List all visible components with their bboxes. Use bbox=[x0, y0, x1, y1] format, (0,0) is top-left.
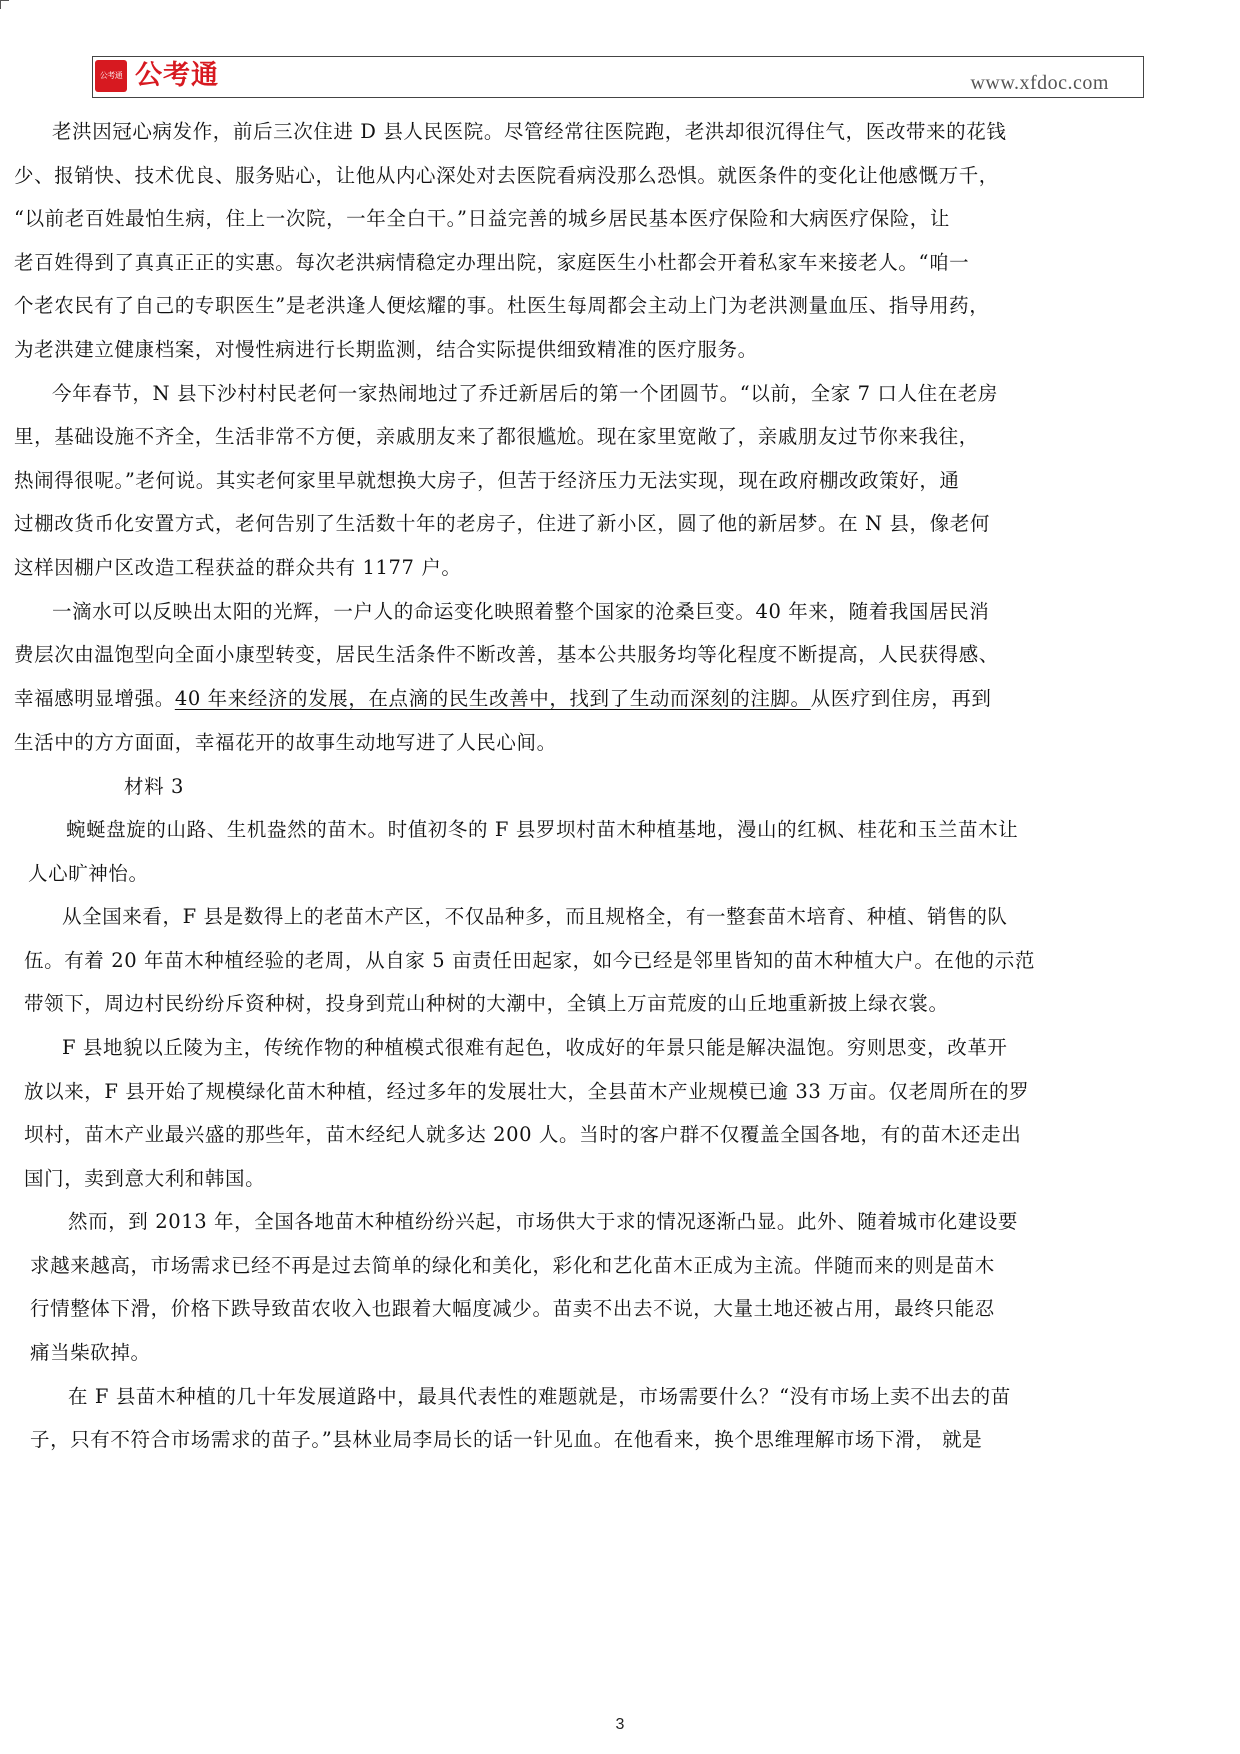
underlined-sentence: 40 年来经济的发展，在点滴的民生改善中，找到了生动而深刻的注脚。 bbox=[174, 687, 811, 710]
page-header bbox=[92, 56, 1144, 98]
text-line: 然而，到 2013 年，全国各地苗木种植纷纷兴起，市场供大于求的情况逐渐凸显。此外、随着城市化建设要 bbox=[68, 1210, 1019, 1233]
text-line: 过棚改货币化安置方式，老何告别了生活数十年的老房子，住进了新小区，圆了他的新居梦。在 N 县，像老何 bbox=[14, 512, 990, 535]
text-line: 国门，卖到意大利和韩国。 bbox=[24, 1167, 266, 1190]
text-line: 里，基础设施不齐全，生活非常不方便，亲戚朋友来了都很尴尬。现在家里宽敞了，亲戚朋友过节你来我往， bbox=[14, 425, 979, 448]
text-line: 求越来越高，市场需求已经不再是过去简单的绿化和美化，彩化和艺化苗木正成为主流。伴随而来的则是苗木 bbox=[30, 1254, 995, 1277]
text-line: 老百姓得到了真真正正的实惠。每次老洪病情稳定办理出院，家庭医生小杜都会开着私家车来接老人。“咱一 bbox=[14, 251, 970, 274]
text-line: 放以来，F 县开始了规模绿化苗木种植，经过多年的发展壮大，全县苗木产业规模已逾 33 万亩。仅老周所在的罗 bbox=[24, 1080, 1030, 1103]
text-line: 从全国来看，F 县是数得上的老苗木产区，不仅品种多，而且规格全，有一整套苗木培育、种植、销售的队 bbox=[62, 905, 1008, 928]
text-line: 费层次由温饱型向全面小康型转变，居民生活条件不断改善，基本公共服务均等化程度不断提高，人民获得感、 bbox=[14, 643, 999, 666]
brand-logo bbox=[95, 60, 219, 92]
text-line: 子，只有不符合市场需求的苗子。”县林业局李局长的话一针见血。在他看来，换个思维理解市场下滑， 就是 bbox=[30, 1428, 983, 1451]
page-number: 3 bbox=[615, 1716, 625, 1733]
text-line: 今年春节，N 县下沙村村民老何一家热闹地过了乔迁新居后的第一个团圆节。“以前，全家 7 口人住在老房 bbox=[52, 382, 999, 405]
text-segment: 从医疗到住房，再到 bbox=[810, 687, 992, 710]
logo-badge-icon: 公考通 bbox=[95, 60, 127, 92]
text-segment: 幸福感明显增强。 bbox=[14, 687, 175, 710]
text-line: 行情整体下滑，价格下跌导致苗农收入也跟着大幅度减少。苗卖不出去不说，大量土地还被占用，最终只能忍 bbox=[30, 1297, 995, 1320]
text-line: 伍。有着 20 年苗木种植经验的老周，从自家 5 亩责任田起家，如今已经是邻里皆知的苗木种植大户。在他的示范 bbox=[24, 949, 1035, 972]
section-heading: 材料 3 bbox=[124, 775, 185, 798]
text-line: 人心旷神怡。 bbox=[28, 862, 149, 885]
text-line: 蜿蜒盘旋的山路、生机盎然的苗木。时值初冬的 F 县罗坝村苗木种植基地，漫山的红枫、桂花和玉兰苗木让 bbox=[66, 818, 1019, 841]
text-line: 老洪因冠心病发作，前后三次住进 D 县人民医院。尽管经常往医院跑，老洪却很沉得住气，医改带来的花钱 bbox=[52, 120, 1007, 143]
text-line: 个老农民有了自己的专职医生”是老洪逢人便炫耀的事。杜医生每周都会主动上门为老洪测量血压、指导用药， bbox=[14, 294, 990, 317]
text-line: “以前老百姓最怕生病，住上一次院，一年全白干。”日益完善的城乡居民基本医疗保险和大病医疗保险，让 bbox=[14, 207, 950, 230]
text-line-with-underline bbox=[14, 685, 992, 713]
text-line: 生活中的方方面面，幸福花开的故事生动地写进了人民心间。 bbox=[14, 731, 557, 754]
logo-text: 公考通 bbox=[135, 60, 219, 91]
text-line: 为老洪建立健康档案，对慢性病进行长期监测，结合实际提供细致精准的医疗服务。 bbox=[14, 338, 758, 361]
text-line: 一滴水可以反映出太阳的光辉，一户人的命运变化映照着整个国家的沧桑巨变。40 年来，随着我国居民消 bbox=[52, 600, 990, 623]
text-line: 少、报销快、技术优良、服务贴心，让他从内心深处对去医院看病没那么恐惧。就医条件的变化让他感慨万千， bbox=[14, 164, 999, 187]
text-line: 带领下，周边村民纷纷斥资种树，投身到荒山种树的大潮中，全镇上万亩荒废的山丘地重新披上绿衣裳。 bbox=[24, 992, 949, 1015]
text-line: 这样因棚户区改造工程获益的群众共有 1177 户。 bbox=[14, 556, 462, 579]
text-line: F 县地貌以丘陵为主，传统作物的种植模式很难有起色，收成好的年景只能是解决温饱。穷则思变，改革开 bbox=[62, 1036, 1008, 1059]
text-line: 坝村，苗木产业最兴盛的那些年，苗木经纪人就多达 200 人。当时的客户群不仅覆盖全国各地，有的苗木还走出 bbox=[24, 1123, 1022, 1146]
text-line: 在 F 县苗木种植的几十年发展道路中，最具代表性的难题就是，市场需要什么？“没有市场上卖不出去的苗 bbox=[68, 1385, 1011, 1408]
site-url: www.xfdoc.com bbox=[970, 72, 1109, 94]
corner-crop-mark bbox=[0, 0, 9, 9]
text-line: 痛当柴砍掉。 bbox=[30, 1341, 151, 1364]
text-line: 热闹得很呢。”老何说。其实老何家里早就想换大房子，但苦于经济压力无法实现，现在政府棚改政策好，通 bbox=[14, 469, 960, 492]
